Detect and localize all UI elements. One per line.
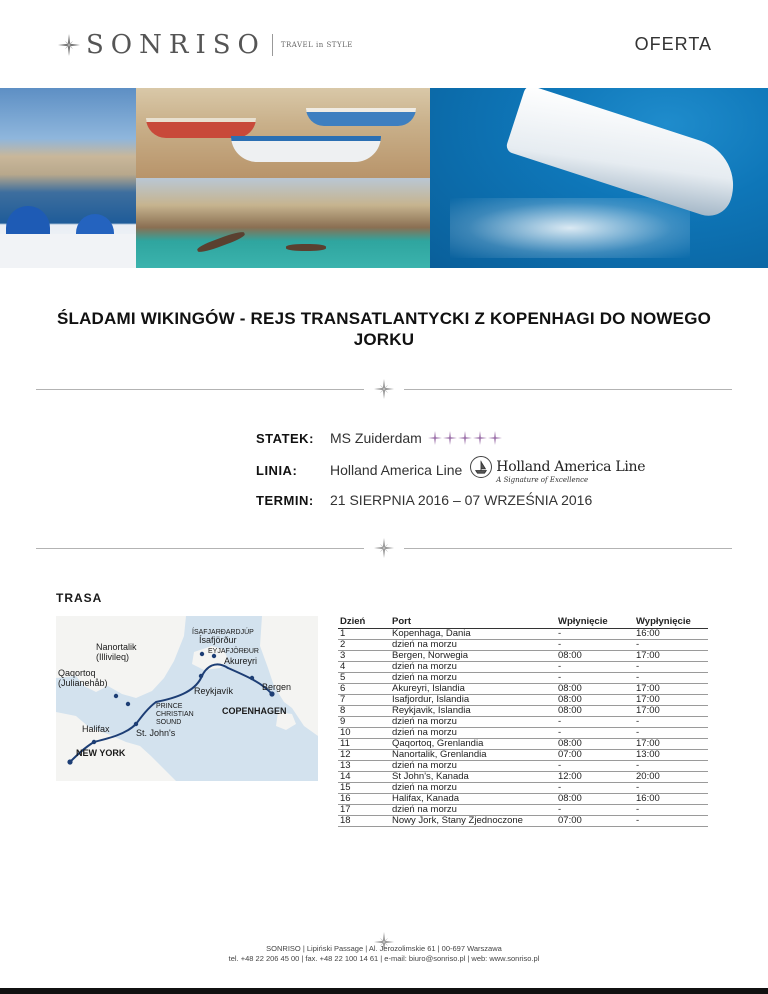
table-row bbox=[338, 816, 708, 827]
term-label: TERMIN: bbox=[256, 492, 314, 508]
cell-port: Akureyri, Islandia bbox=[390, 684, 556, 695]
cell-departure: - bbox=[634, 761, 708, 772]
compass-star-icon bbox=[58, 34, 80, 56]
table-row bbox=[338, 695, 708, 706]
cell-arrival: - bbox=[556, 662, 634, 673]
cell-day: 16 bbox=[338, 794, 390, 805]
cell-port: Kopenhaga, Dania bbox=[390, 629, 556, 640]
cell-departure: - bbox=[634, 783, 708, 794]
map-label-stjohns: St. John's bbox=[136, 728, 176, 738]
cell-day: 10 bbox=[338, 728, 390, 739]
section-divider bbox=[36, 379, 732, 399]
cell-arrival: - bbox=[556, 640, 634, 651]
cell-day: 8 bbox=[338, 706, 390, 717]
cell-departure: - bbox=[634, 717, 708, 728]
cell-port: Isafjordur, Islandia bbox=[390, 695, 556, 706]
map-label-prince: PRINCE bbox=[156, 703, 183, 710]
cell-arrival: 08:00 bbox=[556, 684, 634, 695]
cell-port: Reykjavik, Islandia bbox=[390, 706, 556, 717]
cell-port: Bergen, Norwegia bbox=[390, 651, 556, 662]
col-arrival-header: Wpłynięcie bbox=[556, 616, 634, 629]
table-row bbox=[338, 717, 708, 728]
cell-day: 2 bbox=[338, 640, 390, 651]
cell-day: 17 bbox=[338, 805, 390, 816]
line-value: Holland America Line bbox=[330, 462, 463, 478]
table-row bbox=[338, 772, 708, 783]
cell-departure: - bbox=[634, 673, 708, 684]
holland-america-logo-slogan: A Signature of Excellence bbox=[496, 476, 589, 484]
cell-day: 3 bbox=[338, 651, 390, 662]
cell-port: Halifax, Kanada bbox=[390, 794, 556, 805]
rating-star-icon bbox=[443, 431, 457, 445]
photo-santorini bbox=[0, 88, 136, 268]
cell-port: dzień na morzu bbox=[390, 662, 556, 673]
cell-port: dzień na morzu bbox=[390, 805, 556, 816]
cell-port: dzień na morzu bbox=[390, 783, 556, 794]
logo-tagline: TRAVEL in STYLE bbox=[280, 41, 353, 49]
cell-departure: - bbox=[634, 662, 708, 673]
line-label: LINIA: bbox=[256, 462, 298, 478]
map-label-isafjordur: Ísafjörður bbox=[199, 635, 237, 645]
cell-day: 9 bbox=[338, 717, 390, 728]
footer-address: SONRISO | Lipiński Passage | Al. Jerozolimskie 61 | 00-697 Warszawa bbox=[266, 944, 502, 953]
map-label-christian: CHRISTIAN bbox=[156, 711, 194, 718]
map-label-eyjafjordur: EYJAFJÖRÐUR bbox=[208, 648, 259, 655]
rating-star-icon bbox=[488, 431, 502, 445]
cell-arrival: 08:00 bbox=[556, 651, 634, 662]
route-map bbox=[56, 616, 318, 781]
ship-value: MS Zuiderdam bbox=[330, 430, 422, 446]
map-label-qaqortoq-alt: (Julianehåb) bbox=[58, 678, 108, 688]
cell-departure: 16:00 bbox=[634, 629, 708, 640]
rating-star-icon bbox=[428, 431, 442, 445]
photo-cruise-ship bbox=[430, 88, 768, 268]
table-row bbox=[338, 728, 708, 739]
section-divider bbox=[36, 538, 732, 558]
table-row bbox=[338, 662, 708, 673]
cell-port: dzień na morzu bbox=[390, 761, 556, 772]
map-label-new-york: NEW YORK bbox=[76, 748, 126, 758]
col-day-header: Dzień bbox=[338, 616, 390, 629]
cell-arrival: 08:00 bbox=[556, 695, 634, 706]
logo-wordmark: SONRISO bbox=[86, 30, 266, 60]
photo-venice-canal bbox=[136, 178, 430, 268]
cell-day: 4 bbox=[338, 662, 390, 673]
map-label-qaqortoq: Qaqortoq bbox=[58, 668, 96, 678]
cell-day: 13 bbox=[338, 761, 390, 772]
ship-label: STATEK: bbox=[256, 430, 314, 446]
compass-star-icon bbox=[374, 379, 394, 399]
rating-star-icon bbox=[458, 431, 472, 445]
sonriso-logo[interactable] bbox=[58, 30, 353, 60]
offer-label: OFERTA bbox=[634, 34, 712, 54]
table-row bbox=[338, 640, 708, 651]
logo-separator bbox=[272, 34, 273, 56]
term-row bbox=[256, 492, 592, 508]
cell-arrival: - bbox=[556, 805, 634, 816]
cell-departure: 13:00 bbox=[634, 750, 708, 761]
cell-departure: 20:00 bbox=[634, 772, 708, 783]
ship-row bbox=[256, 430, 503, 446]
cell-arrival: 07:00 bbox=[556, 750, 634, 761]
rating-star-icon bbox=[473, 431, 487, 445]
table-row bbox=[338, 783, 708, 794]
map-label-nanortalik-alt: (Illivileq) bbox=[96, 652, 130, 662]
page-header bbox=[0, 0, 768, 88]
map-label-halifax: Halifax bbox=[82, 724, 110, 734]
cell-port: Qaqortoq, Grenlandia bbox=[390, 739, 556, 750]
photo-fishing-boats bbox=[136, 88, 430, 178]
cell-port: dzień na morzu bbox=[390, 728, 556, 739]
table-row bbox=[338, 739, 708, 750]
col-departure-header: Wypłynięcie bbox=[634, 616, 708, 629]
cell-port: dzień na morzu bbox=[390, 673, 556, 684]
cell-departure: - bbox=[634, 816, 708, 827]
bottom-bar bbox=[0, 988, 768, 994]
cell-arrival: 08:00 bbox=[556, 739, 634, 750]
cell-arrival: 08:00 bbox=[556, 794, 634, 805]
cell-departure: 16:00 bbox=[634, 794, 708, 805]
cell-day: 12 bbox=[338, 750, 390, 761]
cell-arrival: - bbox=[556, 728, 634, 739]
cell-departure: 17:00 bbox=[634, 684, 708, 695]
table-row bbox=[338, 706, 708, 717]
cell-day: 18 bbox=[338, 816, 390, 827]
footer-contact: tel. +48 22 206 45 00 | fax. +48 22 100 14 61 | e-mail: biuro@sonriso.pl | web: www.sonriso.pl bbox=[228, 954, 540, 963]
term-value: 21 SIERPNIA 2016 – 07 WRZEŚNIA 2016 bbox=[330, 492, 593, 508]
cell-day: 15 bbox=[338, 783, 390, 794]
cell-day: 6 bbox=[338, 684, 390, 695]
cell-arrival: - bbox=[556, 629, 634, 640]
line-row bbox=[256, 456, 645, 484]
cell-arrival: - bbox=[556, 783, 634, 794]
map-label-isafjardardjup: ÍSAFJARÐARDJÚP bbox=[192, 629, 254, 636]
col-port-header: Port bbox=[390, 616, 556, 629]
cell-day: 1 bbox=[338, 629, 390, 640]
cell-arrival: - bbox=[556, 673, 634, 684]
route-section-label: TRASA bbox=[56, 591, 103, 605]
cell-departure: - bbox=[634, 640, 708, 651]
cell-port: Nowy Jork, Stany Zjednoczone bbox=[390, 816, 556, 827]
cell-departure: - bbox=[634, 728, 708, 739]
map-label-bergen: Bergen bbox=[262, 682, 292, 692]
cell-departure: 17:00 bbox=[634, 651, 708, 662]
cell-arrival: 07:00 bbox=[556, 816, 634, 827]
cell-departure: - bbox=[634, 805, 708, 816]
cell-departure: 17:00 bbox=[634, 706, 708, 717]
map-label-nanortalik: Nanortalik bbox=[96, 642, 137, 652]
holland-america-logo-name: Holland America Line bbox=[496, 459, 646, 475]
table-header-row bbox=[338, 616, 708, 629]
cell-departure: 17:00 bbox=[634, 695, 708, 706]
page-footer bbox=[0, 944, 768, 964]
table-row bbox=[338, 750, 708, 761]
cell-port: dzień na morzu bbox=[390, 640, 556, 651]
table-row bbox=[338, 629, 708, 640]
cell-arrival: - bbox=[556, 761, 634, 772]
cell-arrival: - bbox=[556, 717, 634, 728]
ship-emblem-icon bbox=[470, 456, 492, 478]
cell-arrival: 12:00 bbox=[556, 772, 634, 783]
table-row bbox=[338, 805, 708, 816]
cell-port: dzień na morzu bbox=[390, 717, 556, 728]
cell-day: 11 bbox=[338, 739, 390, 750]
table-row bbox=[338, 684, 708, 695]
table-row bbox=[338, 651, 708, 662]
table-row bbox=[338, 673, 708, 684]
ship-rating-stars bbox=[428, 431, 503, 445]
offer-title: ŚLADAMI WIKINGÓW - REJS TRANSATLANTYCKI Z KOPENHAGI DO NOWEGO JORKU bbox=[56, 309, 712, 349]
map-label-reykjavik: Reykjavík bbox=[194, 686, 234, 696]
table-row bbox=[338, 794, 708, 805]
cell-port: Nanortalik, Grenlandia bbox=[390, 750, 556, 761]
holland-america-logo bbox=[470, 456, 645, 484]
cell-day: 5 bbox=[338, 673, 390, 684]
map-label-copenhagen: COPENHAGEN bbox=[222, 706, 287, 716]
cell-day: 7 bbox=[338, 695, 390, 706]
cell-arrival: 08:00 bbox=[556, 706, 634, 717]
compass-star-icon bbox=[374, 538, 394, 558]
map-label-akureyri: Akureyri bbox=[224, 656, 258, 666]
map-label-sound: SOUND bbox=[156, 719, 182, 726]
cell-port: St John's, Kanada bbox=[390, 772, 556, 783]
table-row bbox=[338, 761, 708, 772]
itinerary-table bbox=[338, 616, 708, 827]
photo-collage bbox=[0, 88, 768, 268]
cell-day: 14 bbox=[338, 772, 390, 783]
cell-departure: 17:00 bbox=[634, 739, 708, 750]
